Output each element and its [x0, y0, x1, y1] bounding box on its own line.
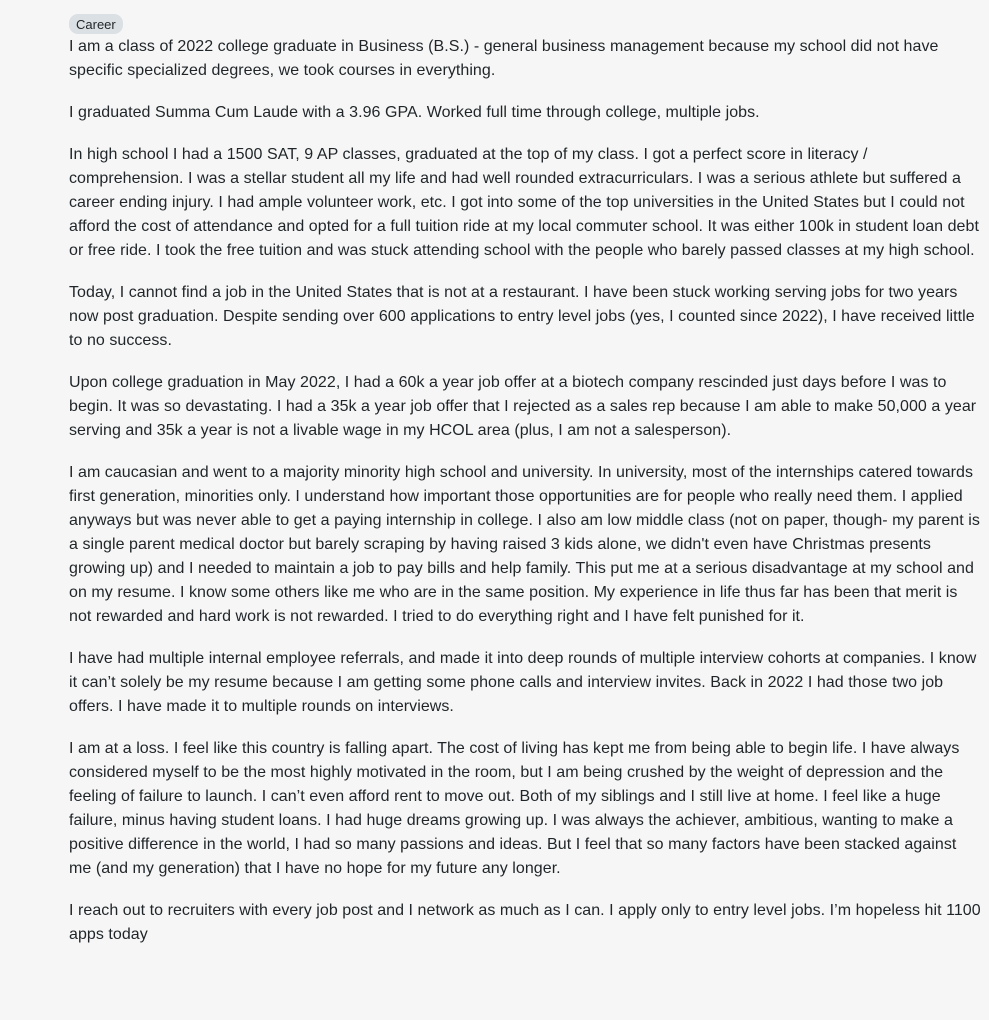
post-paragraph: I am at a loss. I feel like this country is falling apart. The cost of living has kept me from being able to begin life. I have always considered myself to be the most highly motivated in the room, but I am being crushed by the weight of depression and the feeling of failure to launch. I can’t even afford rent to move out. Both of my siblings and I still live at home. I feel like a huge failure, minus having student loans. I had huge dreams growing up. I was always the achiever, ambitious, wanting to make a positive difference in the world, I had so many passions and ideas. But I feel that so many factors have been stacked against me (and my generation) that I have no hope for my future any longer.	[69, 740, 960, 877]
post-paragraph: Upon college graduation in May 2022, I had a 60k a year job offer at a biotech company rescinded just days before I was to begin. It was so devastating. I had a 35k a year job offer that I rejected as a sales rep because I am able to make 50,000 a year serving and 35k a year is not a livable wage in my HCOL area (plus, I am not a salesperson).	[69, 374, 977, 439]
post-paragraph: Today, I cannot find a job in the United States that is not at a restaurant. I have been stuck working serving jobs for two years now post graduation. Despite sending over 600 applications to entry level jobs (yes, I counted since 2022), I have received little to no success.	[69, 284, 975, 349]
post-paragraph: In high school I had a 1500 SAT, 9 AP classes, graduated at the top of my class. I got a perfect score in literacy / comprehension. I was a stellar student all my life and had well rounded extracurriculars. I was a serious athlete but suffered a career ending injury. I had ample volunteer work, etc. I got into some of the top universities in the United States but I could not afford the cost of attendance and opted for a full tuition ride at my local commuter school. It was either 100k in student loan debt or free ride. I took the free tuition and was stuck attending school with the people who barely passed classes at my high school.	[69, 146, 979, 259]
post-paragraph: I graduated Summa Cum Laude with a 3.96 GPA. Worked full time through college, multiple jobs.	[69, 104, 760, 121]
post-paragraph: I am a class of 2022 college graduate in Business (B.S.) - general business management because my school did not have specific specialized degrees, we took courses in everything.	[69, 38, 939, 79]
post-paragraph: I have had multiple internal employee referrals, and made it into deep rounds of multiple interview cohorts at companies. I know it can’t solely be my resume because I am getting some phone calls and interview invites. Back in 2022 I had those two job offers. I have made it to multiple rounds on interviews.	[69, 650, 977, 715]
post-paragraph: I reach out to recruiters with every job post and I network as much as I can. I apply only to entry level jobs. I’m hopeless hit 1100 apps today	[69, 902, 981, 943]
post-body	[69, 35, 981, 947]
post-flair-badge[interactable]: Career	[69, 14, 123, 34]
post-paragraph: I am caucasian and went to a majority minority high school and university. In university, most of the internships catered towards first generation, minorities only. I understand how important those opportunities are for people who really need them. I applied anyways but was never able to get a paying internship in college. I also am low middle class (not on paper, though- my parent is a single parent medical doctor but barely scraping by having raised 3 kids alone, we didn't even have Christmas presents growing up) and I needed to maintain a job to pay bills and help family. This put me at a serious disadvantage at my school and on my resume. I know some others like me who are in the same position. My experience in life thus far has been that merit is not rewarded and hard work is not rewarded. I tried to do everything right and I have felt punished for it.	[69, 464, 980, 625]
post	[69, 14, 981, 965]
